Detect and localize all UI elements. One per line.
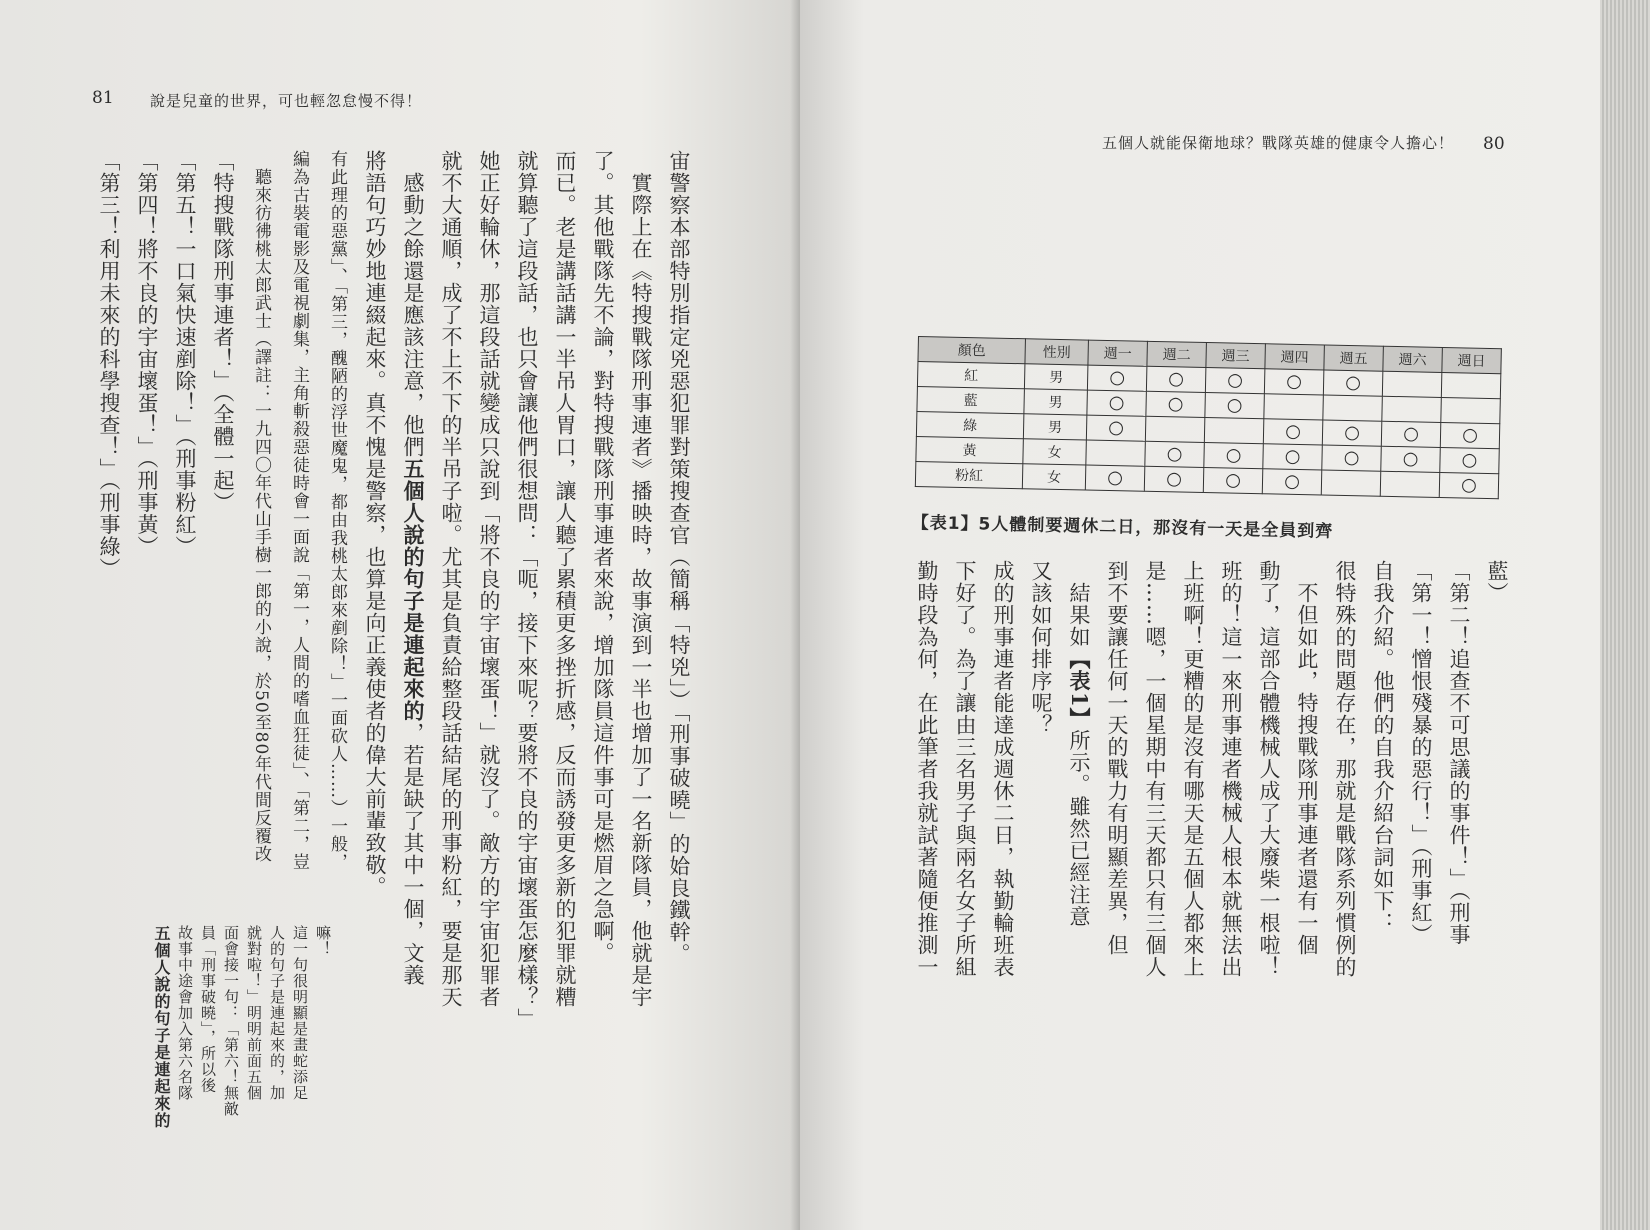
body-column: 上班啊！更糟的是沒有哪天是五個人都來上 <box>1181 560 1205 978</box>
shift-cell: ○ <box>1263 444 1323 470</box>
right-page <box>800 0 1600 1230</box>
body-column: 不但如此，特搜戰隊刑事連者還有一個 <box>1295 560 1319 956</box>
shift-cell: ○ <box>1440 422 1500 448</box>
left-page-number: 81 <box>92 88 114 108</box>
body-column: 「特搜戰隊刑事連者！」（全體一起） <box>211 150 235 514</box>
body-column: 「第五！一口氣快速剷除！」（刑事粉紅） <box>173 150 197 558</box>
body-column: 下好了。為了讓由三名男子與兩名女子所組 <box>953 560 977 978</box>
table-header-cell: 週日 <box>1442 347 1502 373</box>
body-column: 實際上在《特搜戰隊刑事連者》播映時，故事演到一半也增加了一名新隊員，他就是宇 <box>629 150 653 1008</box>
body-column: 「第一！憎恨殘暴的惡行！」（刑事紅） <box>1409 560 1433 946</box>
shift-cell: ○ <box>1205 368 1265 394</box>
shift-cell <box>1321 470 1381 496</box>
body-column: 是……嗯，一個星期中有三天都只有三個人 <box>1143 560 1167 978</box>
body-column: 成的刑事連者能達成週休二日，執勤輪班表 <box>991 560 1015 978</box>
shift-cell: ○ <box>1263 419 1323 445</box>
shift-cell <box>1441 397 1501 423</box>
body-column: 又該如何排序呢？ <box>1029 560 1053 736</box>
shift-cell: ○ <box>1205 393 1265 419</box>
shift-cell: ○ <box>1323 370 1383 396</box>
shift-cell: ○ <box>1087 390 1147 416</box>
note-line: 人的句子是連起來的，加 <box>268 925 286 1101</box>
body-column: 而已。老是講話講一半吊人胃口，讓人聽了累積更多挫折感，反而誘發更多新的犯罪就糟 <box>553 150 577 1008</box>
shift-cell <box>1323 395 1383 421</box>
shift-cell <box>1086 440 1146 466</box>
left-page <box>0 0 800 1230</box>
side-note <box>150 925 334 1129</box>
shift-cell: ○ <box>1146 366 1206 392</box>
shift-cell <box>1264 394 1324 420</box>
body-column <box>394 150 432 1030</box>
table-header-cell: 週六 <box>1383 346 1443 372</box>
color-cell: 黃 <box>916 436 1024 463</box>
body-column: 藍） <box>1485 560 1509 604</box>
note-line: 員「刑事破曉」，所以後 <box>199 925 217 1094</box>
body-column: 編為古裝電影及電視劇集，主角斬殺惡徒時會一面說「第一，人間的嗜血狂徒」、「第二，豈 <box>289 150 309 871</box>
shift-cell: ○ <box>1381 421 1441 447</box>
shift-cell: ○ <box>1322 420 1382 446</box>
shift-cell: ○ <box>1439 472 1499 498</box>
left-running-header: 說是兒童的世界，可也輕忽怠慢不得！ <box>150 92 423 110</box>
body-column: 很特殊的問題存在，那就是戰隊系列慣例的 <box>1333 560 1357 978</box>
shift-cell <box>1441 372 1501 398</box>
shift-cell: ○ <box>1204 443 1264 469</box>
body-text-span: ，若是缺了其中一個，文義 <box>401 722 425 986</box>
note-line: 嘛！ <box>314 925 332 957</box>
shift-cell: ○ <box>1085 465 1145 491</box>
body-text-span: 結果如 <box>1067 560 1091 648</box>
table-header-cell: 週二 <box>1147 341 1207 367</box>
shift-cell: ○ <box>1262 469 1322 495</box>
body-column: 勤時段為何，在此筆者我就試著隨便推測一 <box>915 560 939 978</box>
shift-cell <box>1145 416 1205 442</box>
shift-cell <box>1204 418 1264 444</box>
shift-cell: ○ <box>1086 415 1146 441</box>
note-line: 就對啦！」明明前面五個 <box>245 925 263 1101</box>
body-column: 就算聽了這段話，也只會讓他們很想問：「呃，接下來呢？要將不良的宇宙壞蛋怎麼樣？」 <box>515 150 539 1030</box>
color-cell: 粉紅 <box>915 461 1023 488</box>
body-column: 了。其他戰隊先不論，對特搜戰隊刑事連者來說，增加隊員這件事可是燃眉之急啊。 <box>591 150 615 964</box>
sex-cell: 男 <box>1024 364 1088 390</box>
body-column <box>1060 560 1098 978</box>
body-column: 她正好輪休，那這段話就變成只說到「將不良的宇宙壞蛋！」就沒了。敵方的宇宙犯罪者 <box>477 150 501 1008</box>
body-column: 聽來彷彿桃太郎武士（譯註：一九四〇年代山手樹一郎的小說，於50至80年代間反覆改 <box>251 150 271 864</box>
right-body-text <box>908 560 1516 978</box>
emphasis-text: 【表1】 <box>1067 648 1092 730</box>
table-caption: 【表1】5人體制要週休二日，那沒有一天是全員到齊 <box>911 512 1334 542</box>
note-line: 故事中途會加入第六名隊 <box>176 925 194 1101</box>
note-line: 面會接一句：「第六！無敵 <box>222 925 240 1117</box>
color-cell: 藍 <box>917 386 1025 413</box>
table-header-cell: 性別 <box>1025 339 1089 365</box>
shift-cell <box>1382 396 1442 422</box>
shift-cell: ○ <box>1145 441 1205 467</box>
body-column: 動了，這部合體機械人成了大廢柴一根啦！ <box>1257 560 1281 978</box>
shift-cell: ○ <box>1087 365 1147 391</box>
body-column: 自我介紹。他們的自我介紹台詞如下： <box>1371 560 1395 934</box>
color-cell: 綠 <box>916 411 1024 438</box>
sex-cell: 男 <box>1024 389 1088 415</box>
body-column: 到不要讓任何一天的戰力有明顯差異，但 <box>1105 560 1129 956</box>
table-header-cell: 週三 <box>1206 343 1266 369</box>
table-header-cell: 顏色 <box>918 337 1026 364</box>
table-header-cell: 週一 <box>1088 340 1148 366</box>
left-body-text <box>90 150 698 1030</box>
body-column: 有此理的惡黨」、「第三，醜陋的浮世魔鬼，都由我桃太郎來剷除！」一面砍人……）一般， <box>327 150 347 871</box>
table-header-cell: 週四 <box>1265 344 1325 370</box>
body-column: 「第三！利用未來的科學搜查！」（刑事綠） <box>97 150 121 580</box>
shift-schedule-table <box>915 336 1502 499</box>
shift-cell: ○ <box>1440 447 1500 473</box>
table-header-cell: 週五 <box>1324 345 1384 371</box>
sex-cell: 男 <box>1023 414 1087 440</box>
shift-cell <box>1380 471 1440 497</box>
sex-cell: 女 <box>1022 464 1086 490</box>
body-column: 將語句巧妙地連綴起來。真不愧是警察，也算是向正義使者的偉大前輩致敬。 <box>363 150 387 898</box>
shift-cell: ○ <box>1264 369 1324 395</box>
color-cell: 紅 <box>917 362 1025 389</box>
note-heading: 五個人說的句子是連起來的 <box>152 925 171 1129</box>
body-column: 班的！這一來刑事連者機械人根本就無法出 <box>1219 560 1243 978</box>
shift-cell: ○ <box>1203 468 1263 494</box>
sex-cell: 女 <box>1023 439 1087 465</box>
shift-cell: ○ <box>1381 446 1441 472</box>
shift-cell: ○ <box>1146 391 1206 417</box>
body-column: 宙警察本部特別指定兇惡犯罪對策搜查官（簡稱「特兇」）「刑事破曉」的姶良鐵幹。 <box>667 150 691 965</box>
body-text-span: 感動之餘還是應該注意，他們 <box>401 150 425 458</box>
emphasis-text: 五個人說的句子是連起來的 <box>401 458 426 722</box>
shift-cell <box>1382 371 1442 397</box>
book-page-edges <box>1600 0 1650 1230</box>
body-text-span: 所示。雖然已經注意 <box>1067 729 1091 928</box>
shift-cell: ○ <box>1322 445 1382 471</box>
note-line: 這一句很明顯是畫蛇添足 <box>291 925 309 1101</box>
body-column: 「第四！將不良的宇宙壞蛋！」（刑事黃） <box>135 150 159 558</box>
right-page-number: 80 <box>1483 134 1505 154</box>
shift-cell: ○ <box>1144 466 1204 492</box>
body-column: 就不大通順，成了不上不下的半吊子啦。尤其是負責給整段話結尾的刑事粉紅，要是那天 <box>439 150 463 1008</box>
body-column: 「第二！追查不可思議的事件！」（刑事 <box>1447 560 1471 946</box>
right-running-header: 五個人就能保衛地球？戰隊英雄的健康令人擔心！ <box>1102 134 1455 152</box>
